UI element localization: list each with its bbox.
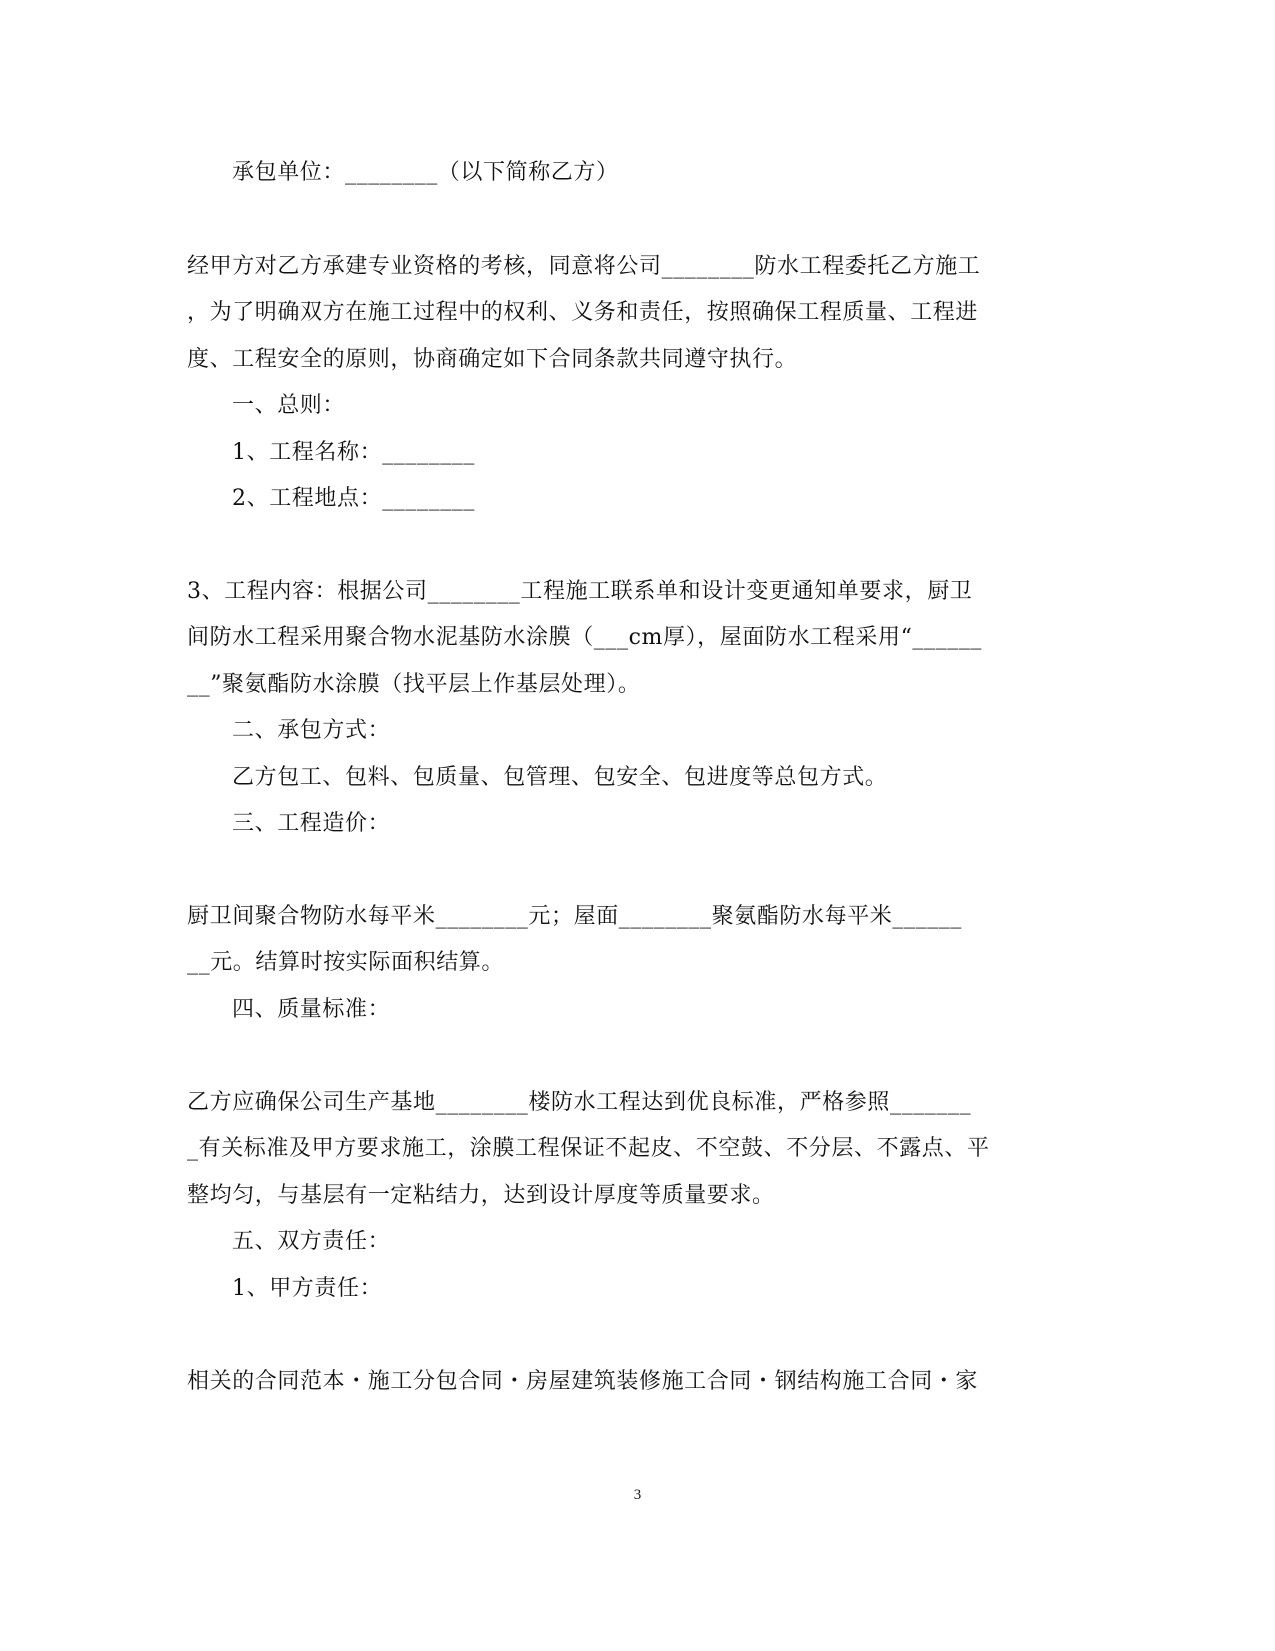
list-item: 2、工程地点：________ bbox=[232, 486, 475, 511]
paragraph-line: 乙方包工、包料、包质量、包管理、包安全、包进度等总包方式。 bbox=[232, 765, 888, 790]
paragraph-line: 间防水工程采用聚合物水泥基防水涂膜（___cm厚），屋面防水工程采用“______ bbox=[187, 625, 983, 650]
section-heading: 三、工程造价： bbox=[232, 811, 391, 836]
section-heading: 四、质量标准： bbox=[232, 997, 391, 1022]
section-heading: 五、双方责任： bbox=[232, 1229, 391, 1254]
paragraph-line: __元。结算时按实际面积结算。 bbox=[187, 950, 505, 975]
paragraph-line: 整均匀，与基层有一定粘结力，达到设计厚度等质量要求。 bbox=[187, 1183, 775, 1208]
contractor-line: 承包单位：________（以下简称乙方） bbox=[232, 160, 619, 185]
paragraph-line: 乙方应确保公司生产基地________楼防水工程达到优良标准，严格参照_______ bbox=[187, 1090, 972, 1115]
paragraph-line: 度、工程安全的原则，协商确定如下合同条款共同遵守执行。 bbox=[187, 347, 798, 372]
related-templates-line: 相关的合同范本・施工分包合同・房屋建筑装修施工合同・钢结构施工合同・家 bbox=[187, 1369, 979, 1394]
paragraph-line: 3、工程内容：根据公司________工程施工联系单和设计变更通知单要求，厨卫 bbox=[187, 579, 973, 604]
page-number: 3 bbox=[633, 1487, 642, 1503]
paragraph-line: _有关标准及甲方要求施工，涂膜工程保证不起皮、不空鼓、不分层、不露点、平 bbox=[187, 1136, 990, 1161]
section-heading: 一、总则： bbox=[232, 393, 346, 418]
paragraph-line: __”聚氨酯防水涂膜（找平层上作基层处理）。 bbox=[187, 672, 641, 697]
paragraph-line: 经甲方对乙方承建专业资格的考核，同意将公司________防水工程委托乙方施工 bbox=[187, 254, 981, 279]
paragraph-line: ，为了明确双方在施工过程中的权利、义务和责任，按照确保工程质量、工程进 bbox=[187, 300, 979, 325]
list-item: 1、甲方责任： bbox=[232, 1276, 383, 1301]
list-item: 1、工程名称：________ bbox=[232, 440, 475, 465]
section-heading: 二、承包方式： bbox=[232, 718, 391, 743]
paragraph-line: 厨卫间聚合物防水每平米________元；屋面________聚氨酯防水每平米______ bbox=[187, 904, 963, 929]
